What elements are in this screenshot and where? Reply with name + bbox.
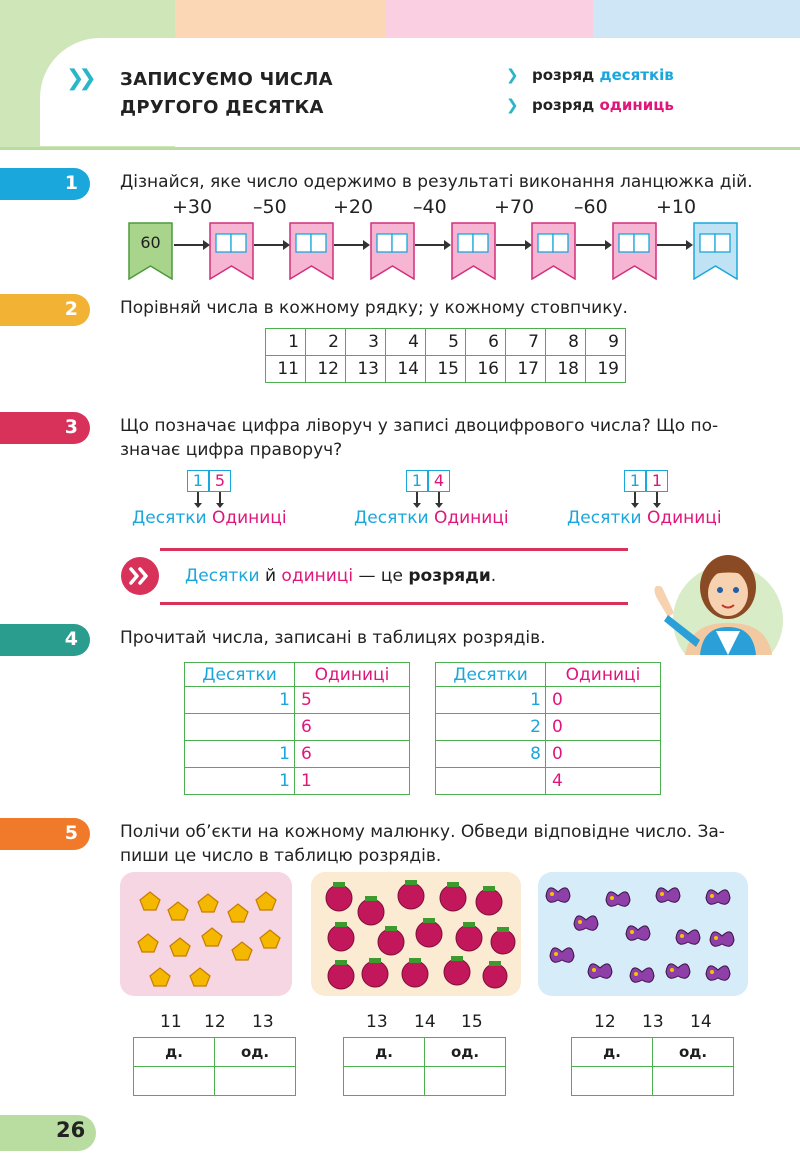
table-row (185, 687, 410, 714)
chain-operation: +30 (172, 196, 213, 218)
number-option[interactable]: 13 (642, 1012, 664, 1032)
rule-border-bottom (160, 602, 628, 605)
table-cell: 6 (295, 741, 410, 768)
table-row (436, 687, 661, 714)
down-arrow-icon (438, 492, 440, 504)
page-number: 26 (56, 1118, 86, 1142)
result-flag[interactable] (693, 222, 738, 280)
table-cell: 19 (586, 356, 626, 383)
chain-operation: –60 (574, 196, 608, 218)
ones-digit: 5 (209, 470, 231, 492)
answer-cell[interactable] (572, 1067, 653, 1096)
table-cell: 0 (546, 741, 661, 768)
answer-flag[interactable] (289, 222, 334, 280)
down-arrow-icon (656, 492, 658, 504)
raspberry-picture (311, 872, 521, 996)
table-cell: 1 (185, 687, 295, 714)
table-cell: 13 (346, 356, 386, 383)
table-cell: 3 (346, 329, 386, 356)
candy-icons (120, 872, 292, 996)
table-header-row (134, 1038, 296, 1067)
start-number: 60 (140, 233, 161, 252)
table-cell: 14 (386, 356, 426, 383)
number-option[interactable]: 14 (414, 1012, 436, 1032)
place-labels: Десятки Одиниці (567, 508, 722, 528)
digit-boxes (624, 470, 668, 492)
digit-boxes (187, 470, 231, 492)
number-option[interactable]: 13 (366, 1012, 388, 1032)
place-labels: Десятки Одиниці (354, 508, 509, 528)
answer-place-table (343, 1037, 506, 1096)
tens-digit: 1 (187, 470, 209, 492)
top-strip-pink (385, 0, 593, 40)
answer-cell[interactable] (215, 1067, 296, 1096)
chain-operation: +70 (494, 196, 535, 218)
down-arrow-icon (219, 492, 221, 504)
table-cell: 8 (546, 329, 586, 356)
number-option[interactable]: 12 (204, 1012, 226, 1032)
table-header-row (436, 663, 661, 687)
number-option[interactable]: 15 (461, 1012, 483, 1032)
chain-arrow (576, 244, 610, 246)
table-cell: 16 (466, 356, 506, 383)
place-labels: Десятки Одиниці (132, 508, 287, 528)
digit-boxes (406, 470, 450, 492)
task-1-text: Дізнайся, яке число одержимо в результаті виконання ланцюжка дій. (120, 172, 753, 192)
place-value-table (435, 662, 661, 795)
column-header: од. (653, 1038, 734, 1067)
table-cell: 5 (295, 687, 410, 714)
butterfly-icons (538, 872, 748, 996)
column-header: Одиниці (546, 663, 661, 687)
table-row (436, 768, 661, 795)
table-cell: 15 (426, 356, 466, 383)
task-number-tab: 1 (0, 168, 90, 200)
chain-arrow (174, 244, 208, 246)
table-cell: 7 (506, 329, 546, 356)
table-cell: 1 (185, 741, 295, 768)
down-arrow-icon (197, 492, 199, 504)
topic-ones: розряд одиниць (532, 96, 674, 114)
table-row (344, 1067, 506, 1096)
table-row (266, 356, 626, 383)
table-row (436, 741, 661, 768)
table-row (134, 1067, 296, 1096)
task-5-text: Полічи об’єкти на кожному малюнку. Обведи відповідне число. За- пиши це число в таблицю розрядів. (120, 822, 725, 866)
table-cell: 17 (506, 356, 546, 383)
top-strip-blue (593, 0, 800, 40)
table-cell: 5 (426, 329, 466, 356)
header-divider (0, 147, 800, 150)
number-option[interactable]: 14 (690, 1012, 712, 1032)
chain-operation: –40 (413, 196, 447, 218)
table-cell: 2 (306, 329, 346, 356)
column-header: од. (425, 1038, 506, 1067)
table-row (185, 714, 410, 741)
double-chevron-icon: ❯❯ (66, 66, 91, 91)
table-cell: 0 (546, 687, 661, 714)
number-option[interactable]: 11 (160, 1012, 182, 1032)
table-row (436, 714, 661, 741)
teacher-illustration (640, 535, 800, 655)
table-cell: 18 (546, 356, 586, 383)
down-arrow-icon (634, 492, 636, 504)
table-row (185, 768, 410, 795)
tens-digit: 1 (624, 470, 646, 492)
table-cell: 1 (185, 768, 295, 795)
chain-arrow (254, 244, 288, 246)
table-cell: 4 (386, 329, 426, 356)
answer-place-table (571, 1037, 734, 1096)
answer-cell[interactable] (344, 1067, 425, 1096)
answer-cell[interactable] (653, 1067, 734, 1096)
ones-digit: 1 (646, 470, 668, 492)
topic-tens: розряд десятків (532, 66, 674, 84)
task-4-text: Прочитай числа, записані в таблицях розрядів. (120, 628, 546, 648)
answer-flag[interactable] (612, 222, 657, 280)
double-chevron-icon (120, 556, 160, 596)
chain-arrow (415, 244, 449, 246)
table-cell: 11 (266, 356, 306, 383)
chain-operation: +10 (656, 196, 697, 218)
page-title: ЗАПИСУЄМО ЧИСЛА ДРУГОГО ДЕСЯТКА (120, 69, 333, 118)
table-cell: 9 (586, 329, 626, 356)
raspberry-icons (311, 872, 521, 996)
table-cell: 1 (295, 768, 410, 795)
column-header: Десятки (436, 663, 546, 687)
column-header: д. (572, 1038, 653, 1067)
column-header: Одиниці (295, 663, 410, 687)
table-row (572, 1067, 734, 1096)
task-number-tab: 4 (0, 624, 90, 656)
candy-picture (120, 872, 292, 996)
chain-arrow (496, 244, 530, 246)
task-number-tab: 2 (0, 294, 90, 326)
ones-digit: 4 (428, 470, 450, 492)
column-header: д. (134, 1038, 215, 1067)
chain-arrow (334, 244, 368, 246)
table-row (266, 329, 626, 356)
chain-operation: +20 (333, 196, 374, 218)
table-cell: 12 (306, 356, 346, 383)
answer-flag[interactable] (209, 222, 254, 280)
task-3-text: Що позначає цифра ліворуч у записі двоцифрового числа? Що по- значає цифра праворуч? (120, 416, 719, 460)
table-cell: 6 (466, 329, 506, 356)
table-row (185, 741, 410, 768)
table-cell: 1 (266, 329, 306, 356)
number-option[interactable]: 13 (252, 1012, 274, 1032)
rule-text: Десятки й одиниці — це розряди. (185, 566, 497, 586)
place-value-table (184, 662, 410, 795)
answer-cell[interactable] (425, 1067, 506, 1096)
answer-place-table (133, 1037, 296, 1096)
answer-flag[interactable] (370, 222, 415, 280)
table-cell: 8 (436, 741, 546, 768)
table-cell: 0 (546, 714, 661, 741)
rule-border-top (160, 548, 628, 551)
table-cell: 4 (546, 768, 661, 795)
chevron-icon: ❯ (506, 66, 519, 84)
number-option[interactable]: 12 (594, 1012, 616, 1032)
table-header-row (185, 663, 410, 687)
chain-operation: –50 (253, 196, 287, 218)
table-cell: 2 (436, 714, 546, 741)
column-header: Десятки (185, 663, 295, 687)
task-number-tab: 3 (0, 412, 90, 444)
table-cell: 6 (295, 714, 410, 741)
table-header-row (572, 1038, 734, 1067)
answer-cell[interactable] (134, 1067, 215, 1096)
column-header: од. (215, 1038, 296, 1067)
comparison-table (265, 328, 626, 383)
top-strip-orange (175, 0, 385, 40)
butterfly-picture (538, 872, 748, 996)
chain-arrow (657, 244, 691, 246)
table-cell: 1 (436, 687, 546, 714)
tens-digit: 1 (406, 470, 428, 492)
down-arrow-icon (416, 492, 418, 504)
chevron-icon: ❯ (506, 96, 519, 114)
table-header-row (344, 1038, 506, 1067)
table-cell (185, 714, 295, 741)
table-cell (436, 768, 546, 795)
answer-flag[interactable] (531, 222, 576, 280)
answer-flag[interactable] (451, 222, 496, 280)
column-header: д. (344, 1038, 425, 1067)
task-2-text: Порівняй числа в кожному рядку; у кожному стовпчику. (120, 298, 628, 318)
task-number-tab: 5 (0, 818, 90, 850)
